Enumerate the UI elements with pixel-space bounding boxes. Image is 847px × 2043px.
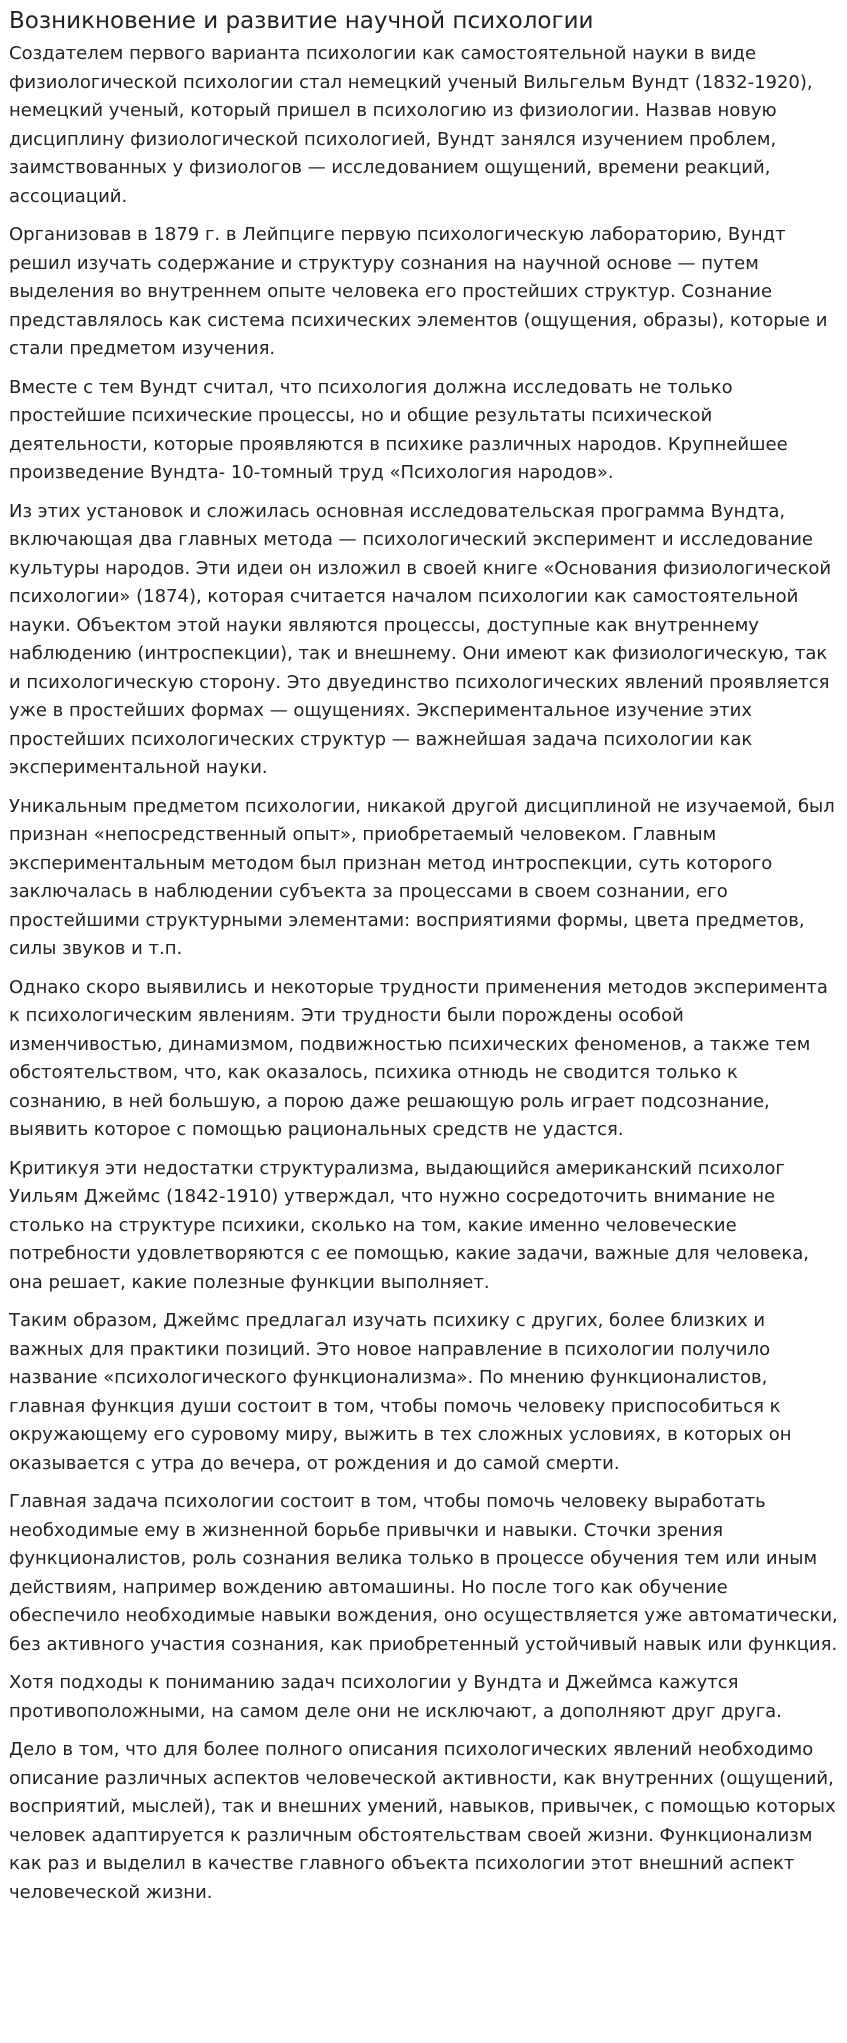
- article-title: Возникновение и развитие научной психологии: [9, 8, 594, 34]
- paragraph-10: Хотя подходы к пониманию задач психологии у Вундта и Джеймса кажутся противоположными, на самом деле они не исключают, а дополняют друг друга.: [9, 1672, 782, 1722]
- paragraph-1: Создателем первого варианта психологии как самостоятельной науки в виде физиологической психологии стал немецкий ученый Вильгельм Вундт (1832-1920), немецкий ученый, который пришел в психологию из физиологии. Назвав новую дисциплину физиологической психологией, Вундт занялся изучением проблем, заимствованных у физиологов — исследованием ощущений, времени реакций, ассоциаций.: [9, 43, 813, 207]
- paragraph-4: Из этих установок и сложилась основная исследовательская программа Вундта, включающая два главных метода — психологический эксперимент и исследование культуры народов. Эти идеи он изложил в своей книге «Основания физиологической психологии» (1874), которая считается началом психологии как самостоятельной науки. Объектом этой науки являются процессы, доступные как внутреннему наблюдению (интроспекции), так и внешнему. Они имеют как физиологическую, так и психологическую сторону. Это двуединство психологических явлений проявляется уже в простейших формах — ощущениях. Экспериментальное изучение этих простейших психологических структур — важнейшая задача психологии как экспериментальной науки.: [9, 500, 832, 778]
- paragraph-6: Однако скоро выявились и некоторые трудности применения методов эксперимента к психологическим явлениям. Эти трудности были порождены особой изменчивостью, динамизмом, подвижностью психических феноменов, а также тем обстоятельством, что, как оказалось, психика отнюдь не сводится только к сознанию, в ней большую, а порою даже решающую роль играет подсознание, выявить которое с помощью рациональных средств не удастся.: [9, 976, 828, 1140]
- paragraph-9: Главная задача психологии состоит в том, чтобы помочь человеку выработать необходимые ему в жизненной борьбе привычки и навыки. Сточки зрения функционалистов, роль сознания велика только в процессе обучения тем или иным действиям, например вождению автомашины. Но после того как обучение обеспечило необходимые навыки вождения, оно осуществляется уже автоматически, без активного участия сознания, как приобретенный устойчивый навык или функция.: [9, 1491, 838, 1655]
- paragraph-11: Дело в том, что для более полного описания психологических явлений необходимо описание различных аспектов человеческой активности, как внутренних (ощущений, восприятий, мыслей), так и внешних умений, навыков, привычек, с помощью которых человек адаптируется к различным обстоятельствам своей жизни. Функционализм как раз и выделил в качестве главного объекта психологии этот внешний аспект человеческой жизни.: [9, 1739, 836, 1903]
- paragraph-7: Критикуя эти недостатки структурализма, выдающийся американский психолог Уильям Джеймс (1842-1910) утверждал, что нужно сосредоточить внимание не столько на структуре психики, сколько на том, какие именно человеческие потребности удовлетворяются с ее помощью, какие задачи, важные для человека, она решает, какие полезные функции выполняет.: [9, 1157, 809, 1293]
- paragraph-5: Уникальным предметом психологии, никакой другой дисциплиной не изучаемой, был признан «непосредственный опыт», приобретаемый человеком. Главным экспериментальным методом был признан метод интроспекции, суть которого заключалась в наблюдении субъекта за процессами в своем сознании, его простейшими структурными элементами: восприятиями формы, цвета предметов, силы звуков и т.п.: [9, 795, 835, 959]
- paragraph-8: Таким образом, Джеймс предлагал изучать психику с других, более близких и важных для практики позиций. Это новое направление в психологии получило название «психологического функционализма». По мнению функционалистов, главная функция души состоит в том, чтобы помочь человеку приспособиться к окружающему его суровому миру, выжить в тех сложных условиях, в которых он оказывается с утра до вечера, от рождения и до самой смерти.: [9, 1310, 792, 1474]
- paragraph-2: Организовав в 1879 г. в Лейпциге первую психологическую лабораторию, Вундт решил изучать содержание и структуру сознания на научной основе — путем выделения во внутреннем опыте человека его простейших структур. Сознание представлялось как система психических элементов (ощущения, образы), которые и стали предметом изучения.: [9, 224, 828, 359]
- paragraph-3: Вместе с тем Вундт считал, что психология должна исследовать не только простейшие психические процессы, но и общие результаты психической деятельности, которые проявляются в психике различных народов. Крупнейшее произведение Вундта- 10-томный труд «Психология народов».: [9, 376, 788, 483]
